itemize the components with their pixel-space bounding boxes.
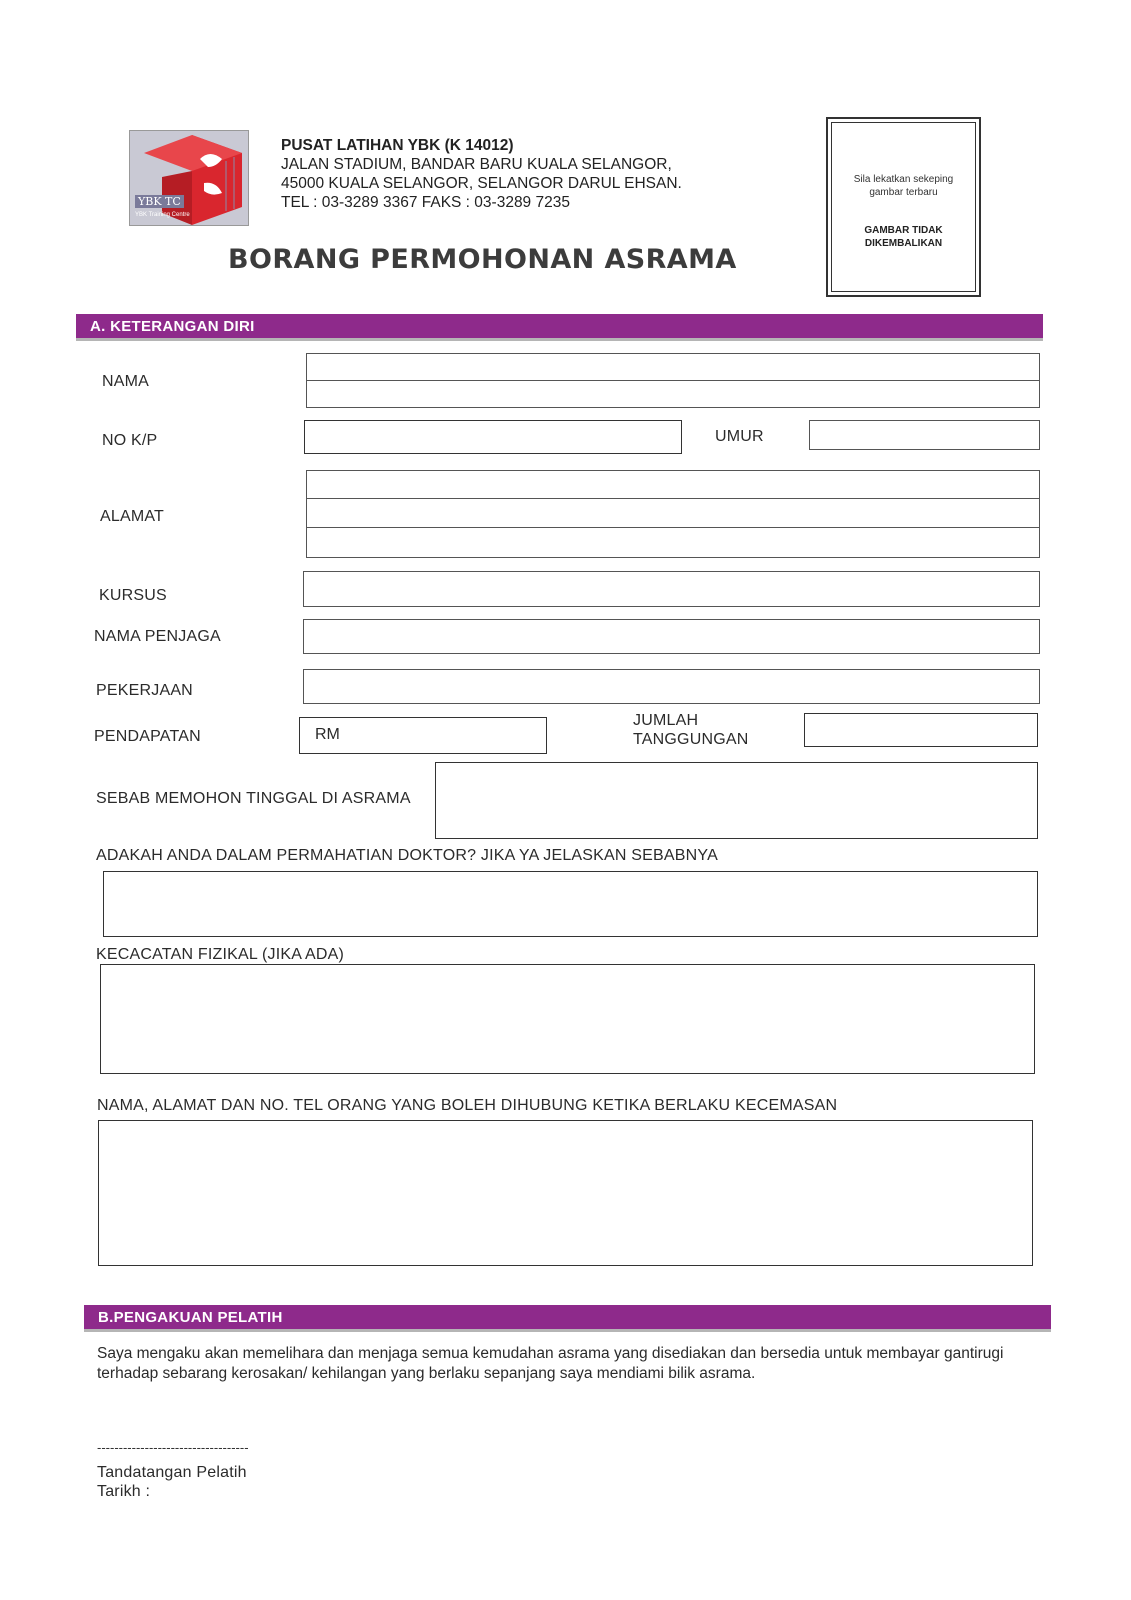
- label-nama: NAMA: [102, 373, 150, 390]
- label-doktor: ADAKAH ANDA DALAM PERMAHATIAN DOKTOR? JIKA YA JELASKAN SEBABNYA: [96, 847, 718, 864]
- input-umur[interactable]: [809, 420, 1040, 450]
- input-kecemasan[interactable]: [98, 1120, 1033, 1266]
- declaration-text: Saya mengaku akan memelihara dan menjaga semua kemudahan asrama yang disediakan dan bersedia untuk membayar gantirugi terhadap sebarang kerosakan/ kehilangan yang berlaku sepanjang saya mendiami bilik asrama.: [97, 1345, 1004, 1382]
- label-kursus: KURSUS: [99, 587, 167, 604]
- org-name: PUSAT LATIHAN YBK (K 14012): [281, 137, 514, 154]
- input-nama[interactable]: [306, 353, 1040, 408]
- input-jumlah-tanggungan[interactable]: [804, 713, 1038, 747]
- input-pekerjaan[interactable]: [303, 669, 1040, 704]
- section-a-title: A. KETERANGAN DIRI: [90, 317, 255, 335]
- input-doktor[interactable]: [103, 871, 1038, 937]
- section-b-title: B.PENGAKUAN PELATIH: [98, 1308, 283, 1326]
- logo-subtext: YBK Training Centre: [135, 212, 190, 218]
- label-tanggungan: TANGGUNGAN: [633, 731, 749, 748]
- input-sebab[interactable]: [435, 762, 1038, 839]
- nama-row-divider: [307, 380, 1039, 381]
- label-kecemasan: NAMA, ALAMAT DAN NO. TEL ORANG YANG BOLEH DIHUBUNG KETIKA BERLAKU KECEMASAN: [97, 1097, 838, 1114]
- label-tarikh: Tarikh :: [97, 1483, 151, 1500]
- input-nama-penjaga[interactable]: [303, 619, 1040, 654]
- form-title: BORANG PERMOHONAN ASRAMA: [228, 244, 737, 275]
- section-a-header: [76, 314, 1043, 341]
- pendapatan-prefix: RM: [315, 726, 340, 743]
- logo-text: YBK TC: [135, 195, 184, 208]
- label-pendapatan: PENDAPATAN: [94, 728, 201, 745]
- label-pekerjaan: PEKERJAAN: [96, 682, 193, 699]
- org-contact: TEL : 03-3289 3367 FAKS : 03-3289 7235: [281, 194, 570, 211]
- ybk-logo: [129, 130, 249, 226]
- input-pendapatan[interactable]: [299, 717, 547, 754]
- label-jumlah: JUMLAH: [633, 712, 699, 729]
- label-no-kp: NO K/P: [102, 432, 158, 449]
- label-tandatangan: Tandatangan Pelatih: [97, 1464, 247, 1481]
- label-nama-penjaga: NAMA PENJAGA: [94, 628, 221, 645]
- label-umur: UMUR: [715, 428, 764, 445]
- label-alamat: ALAMAT: [100, 508, 165, 525]
- input-kursus[interactable]: [303, 571, 1040, 607]
- photo-box[interactable]: [826, 117, 981, 297]
- org-address-line1: JALAN STADIUM, BANDAR BARU KUALA SELANGOR,: [281, 156, 672, 173]
- label-kecacatan: KECACATAN FIZIKAL (JIKA ADA): [96, 946, 345, 963]
- photo-note: Sila lekatkan sekeping gambar terbaru: [853, 174, 954, 198]
- label-sebab: SEBAB MEMOHON TINGGAL DI ASRAMA: [96, 790, 411, 807]
- section-b-header: [84, 1305, 1051, 1332]
- alamat-row-divider-2: [307, 527, 1039, 528]
- input-kecacatan[interactable]: [100, 964, 1035, 1074]
- input-no-kp[interactable]: [304, 420, 682, 454]
- org-address-line2: 45000 KUALA SELANGOR, SELANGOR DARUL EHSAN.: [281, 175, 682, 192]
- input-alamat[interactable]: [306, 470, 1040, 558]
- signature-line[interactable]: -----------------------------------: [97, 1440, 249, 1455]
- alamat-row-divider-1: [307, 498, 1039, 499]
- photo-warning: GAMBAR TIDAK DIKEMBALIKAN: [864, 225, 943, 249]
- photo-box-inner: [831, 122, 976, 292]
